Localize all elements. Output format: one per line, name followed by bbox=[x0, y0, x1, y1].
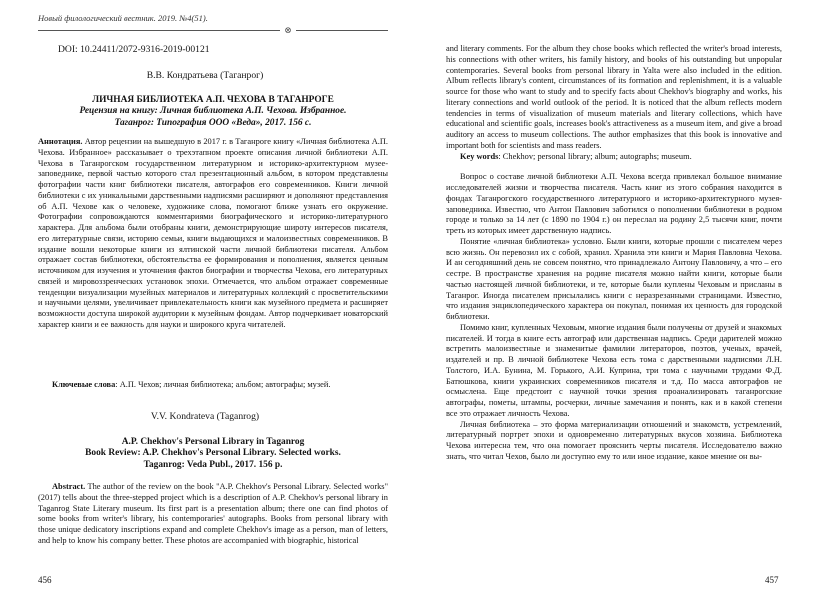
doi: DOI: 10.24411/2072-9316-2019-00121 bbox=[58, 44, 210, 55]
keywords-en bbox=[446, 152, 782, 163]
journal-title: Новый филологический вестник. 2019. №4(51). bbox=[38, 13, 208, 23]
body-paragraph: Личная библиотека – это форма материализации отношений и знакомств, устремлений, литературный портрет эпохи и одновременно литературных вкусов хозяина. Библиотека Чехова интересна тем, что она помогает прояснить черты писателя. Исследователю важно знать, что читал Чехов, было ли доступно ему то или иное издание, какое мнение он вы- bbox=[446, 419, 782, 461]
title-en bbox=[38, 437, 388, 471]
abstract-en-text: The author of the review on the book "A.P. Chekhov's Personal Library. Selected works" (2017) tells about the three-stepped project which is a description of A.P. Chekhov's personal library in Taganrog State Literary museum. Its first part is a presentation album; there one can find photos of some books from writer's library, his contemporaries' autographs. Books from personal library with those unique dedicatory inscriptions expand and complete Chekhov's image as a person, man of letters, and help to know his company better. These photos are accompanied with biographic, historical bbox=[38, 482, 388, 545]
abstract-ru bbox=[38, 137, 388, 331]
title-ru-sub1: Рецензия на книгу: Личная библиотека А.П. Чехова. Избранное. bbox=[79, 106, 347, 117]
keywords-ru-label: Ключевые слова bbox=[52, 380, 116, 389]
title-en-sub2: Taganrog: Veda Publ., 2017. 156 p. bbox=[143, 459, 283, 470]
abstract-en bbox=[38, 482, 388, 547]
title-en-main: A.P. Chekhov's Personal Library in Taganrog bbox=[121, 437, 305, 447]
keywords-ru-text: : А.П. Чехов; личная библиотека; альбом; автографы; музей. bbox=[115, 380, 331, 389]
body-paragraph: Вопрос о составе личной библиотеки А.П. Чехова всегда привлекал большое внимание исследователей жизни и творчества писателя. Часть книг из этого собрания находится в фондах Таганрогского государственного литературного и историко-архитектурного музея-заповедника. Известно, что Антон Павлович заботился о пополнении библиотеки в родном городе и только за 14 лет (с 1890 по 1904 г.) он переслал на родину 2,5 тысячи книг, почти треть из которых имеет дарственную надпись. bbox=[446, 172, 782, 235]
body-paragraph: Помимо книг, купленных Чеховым, многие издания были получены от друзей и знакомых писателей. И тогда в книге есть автограф или дарственная надпись. Среди дарителей можно встретить малоизвестные и знаменитые фамилии литераторов, поэтов, ученых, врачей, издателей и пр. В личной библиотеке Чехова есть тома с дарственными надписями Л.Н. Толстого, И.А. Бунина, М. Горького, А.И. Куприна, три тома с научными трудами Ф.Д. Батюшкова, книги украинских современников писателя и т.д. По масса автографов не осмыслена. Еще предстоит с научной точки зрения проанализировать таганрогские автографы, пометы, штампы, росчерки, личные замечания и понять, как и в какой степени все это отражает личность Чехова. bbox=[446, 322, 782, 418]
title-ru-sub2: Таганрог: Типография ООО «Веда», 2017. 156 с. bbox=[114, 117, 312, 128]
keywords-en-text: : Chekhov; personal library; album; autographs; museum. bbox=[498, 151, 692, 161]
body-paragraph: Понятие «личная библиотека» условно. Были книги, которые прошли с писателем через всю жизнь. Он перевозил их с собой, хранил. Хранила эти книги и Мария Павловна Чехова. И ан сегодняшний день не совсем понятно, что принадлежало Антону Павловичу, а что – его сестре. В пространстве хранения на родине писателя можно найти книги, которые были частью настоящей личной библиотеки, и те, которые были куплены Чеховым и присланы в Таганрог. Иногда писателем присылались книги с неразрезанными страницами. Известно, что издания энциклопедического характера он покупал, понимая их ценность для городской библиотеки. bbox=[446, 236, 782, 321]
page-number-left: 456 bbox=[38, 575, 52, 585]
author-ru: В.В. Кондратьева (Таганрог) bbox=[146, 70, 264, 81]
keywords-en-label: Key words bbox=[460, 151, 499, 161]
page-number-right: 457 bbox=[765, 575, 779, 585]
abstract-en-continued: and literary comments. For the album they chose books which reflected the writer's broad interests, his connections with other writers, his family history, and books of his outstanding but unpopular contemporaries. Several books from personal library in Yalta were also included in the edition. Album reflects library's content, circumstances of its formation and replenishment, it is a valuable source for those who want to study and to specify facts about Chekhov's biography and works, his literary connections and world outlook of the period. It is noticed that the album reflects modern tendencies in terms of visualization of museum materials and literary collections, which have educational and scientific goals, increases book's attractiveness as a museum item, and give a broad auditory an access to museum collections. The author emphasizes that this book is innovative and important both for scientists and mass readers. bbox=[446, 44, 782, 150]
keywords-ru bbox=[38, 380, 388, 391]
title-en-sub1: Book Review: A.P. Chekhov's Personal Library. Selected works. bbox=[85, 448, 341, 459]
header-ornament-icon: ⊗ bbox=[280, 25, 296, 35]
body-text bbox=[446, 172, 782, 462]
author-en: V.V. Kondrateva (Taganrog) bbox=[150, 411, 260, 422]
abstract-en-label: Abstract. bbox=[52, 482, 86, 491]
title-ru bbox=[38, 95, 388, 129]
right-column bbox=[446, 44, 782, 463]
title-ru-main: ЛИЧНАЯ БИБЛИОТЕКА А.П. ЧЕХОВА В ТАГАНРОГЕ bbox=[92, 95, 334, 105]
running-header bbox=[38, 8, 388, 35]
abstract-ru-text: Автор рецензии на вышедшую в 2017 г. в Таганроге книгу «Личная библиотека А.П. Чехова. Избранное» рассказывает о трехэтапном проекте описания личной библиотеки А.П. Чехова в Таганрогском государственном литературном и историко-архитектурном музее-заповеднике, первой частью которого стал презентационный альбом, в котором представлены фотографии части книг библиотеки писателя, автографов его современников. Книги личной библиотеки с их уникальными дарственными надписями расширяют и дополняют представления об А.П. Чехове как о человеке, художнике слова, помогают ближе узнать его окружение. Фотографии сопровождаются комментариями биографического и историко-литературного характера. Для альбома были отобраны книги, демонстрирующие широту интересов писателя, его литературные связи, историю семьи, книги выдающихся и малоизвестных современников. В издание вошли некоторые книги из ялтинской части личной библиотеки писателя. Альбом отражает состав библиотеки, обстоятельства ее формирования и пополнения, является ценным источником для изучения и уточнения фактов биографии и творчества Чехова, его литературных связей и мировоззренческих установок эпохи. Отмечается, что альбом отражает современные тенденции визуализации музейных материалов и литературных коллекций с просветительскими и научными целями, увеличивает привлекательность книги как музейного предмета и расширяет возможности доступа широкой аудитории к музейным фондам. Автор подчеркивает новаторский характер книги и ее важность для науки и широкого круга читателей. bbox=[38, 137, 389, 329]
abstract-ru-label: Аннотация. bbox=[38, 137, 83, 146]
